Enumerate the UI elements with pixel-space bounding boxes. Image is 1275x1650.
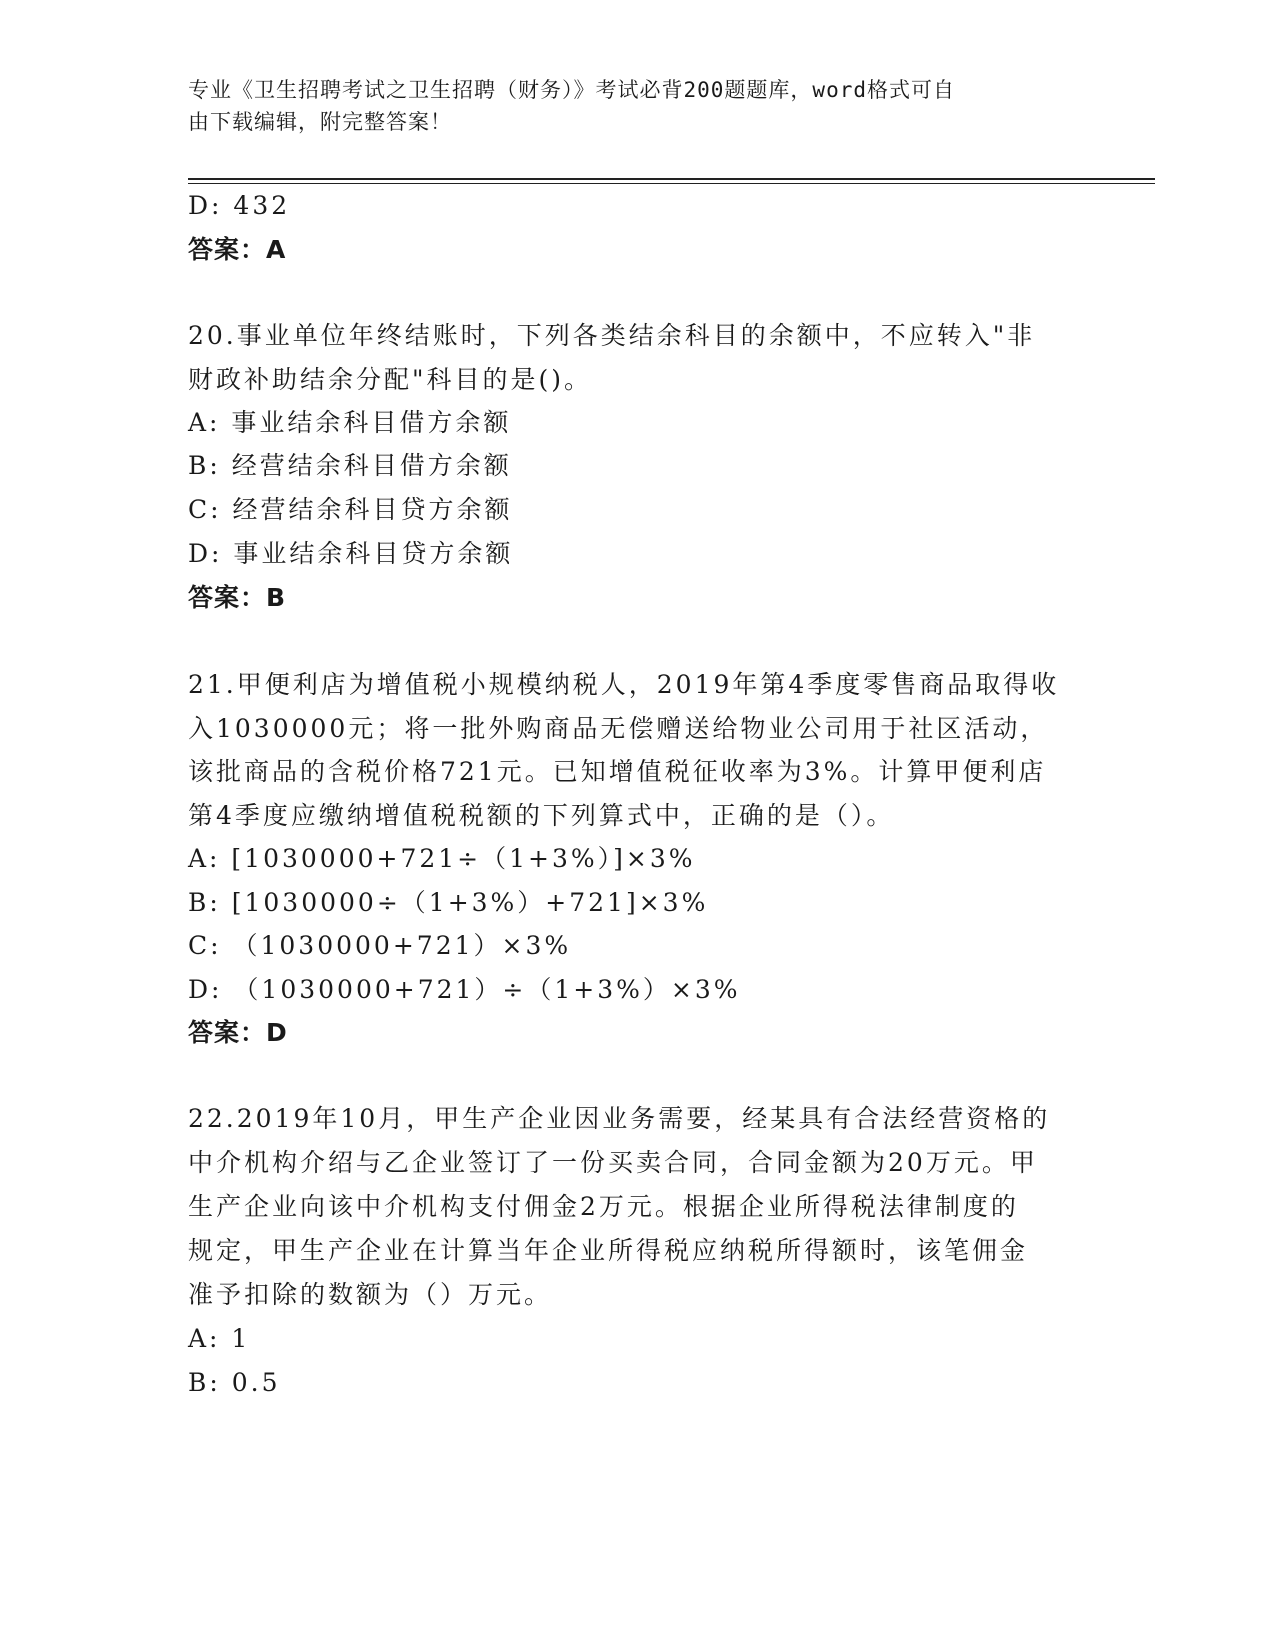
q20-option-d: D: 事业结余科目贷方余额 <box>188 539 514 568</box>
q22-option-a: A: 1 <box>188 1324 251 1353</box>
q21-option-b: B: [1030000÷（1+3%）+721]×3% <box>188 888 709 917</box>
page-header <box>188 74 1078 138</box>
header-line-1: 专业《卫生招聘考试之卫生招聘（财务）》考试必背200题题库，word格式可自 <box>188 78 955 102</box>
q22-stem-line-1: 22.2019年10月，甲生产企业因业务需要，经某具有合法经营资格的 <box>188 1104 1051 1133</box>
prev-answer: 答案：A <box>188 235 287 264</box>
q22-stem-line-2: 中介机构介绍与乙企业签订了一份买卖合同，合同金额为20万元。甲 <box>188 1148 1038 1177</box>
q20-option-b: B: 经营结余科目借方余额 <box>188 451 512 480</box>
header-divider-thin <box>188 183 1155 184</box>
q20-stem-line-1: 20.事业单位年终结账时，下列各类结余科目的余额中，不应转入"非 <box>188 321 1036 350</box>
q21-stem-line-2: 入1030000元；将一批外购商品无偿赠送给物业公司用于社区活动， <box>188 714 1049 743</box>
q22-stem-line-5: 准予扣除的数额为（）万元。 <box>188 1280 553 1309</box>
q20-answer: 答案：B <box>188 583 287 612</box>
q20-stem-line-2: 财政补助结余分配"科目的是()。 <box>188 365 593 394</box>
q22-stem-line-4: 规定，甲生产企业在计算当年企业所得税应纳税所得额时，该笔佣金 <box>188 1236 1029 1265</box>
q21-stem-line-1: 21.甲便利店为增值税小规模纳税人，2019年第4季度零售商品取得收 <box>188 670 1060 699</box>
q21-option-c: C: （1030000+721）×3% <box>188 931 572 960</box>
q21-option-d: D: （1030000+721）÷（1+3%）×3% <box>188 975 741 1004</box>
q21-stem-line-3: 该批商品的含税价格721元。已知增值税征收率为3%。计算甲便利店 <box>188 757 1047 786</box>
q22-option-b: B: 0.5 <box>188 1368 281 1397</box>
q22-stem-line-3: 生产企业向该中介机构支付佣金2万元。根据企业所得税法律制度的 <box>188 1192 1019 1221</box>
header-line-2: 由下载编辑，附完整答案！ <box>188 110 452 134</box>
header-divider-thick <box>188 178 1155 180</box>
prev-option-d: D: 432 <box>188 191 291 220</box>
q21-stem-line-4: 第4季度应缴纳增值税税额的下列算式中，正确的是（）。 <box>188 801 895 830</box>
q21-option-a: A: [1030000+721÷（1+3%）]×3% <box>188 844 696 873</box>
q20-option-c: C: 经营结余科目贷方余额 <box>188 495 513 524</box>
q20-option-a: A: 事业结余科目借方余额 <box>188 408 512 437</box>
q21-answer: 答案：D <box>188 1018 288 1047</box>
